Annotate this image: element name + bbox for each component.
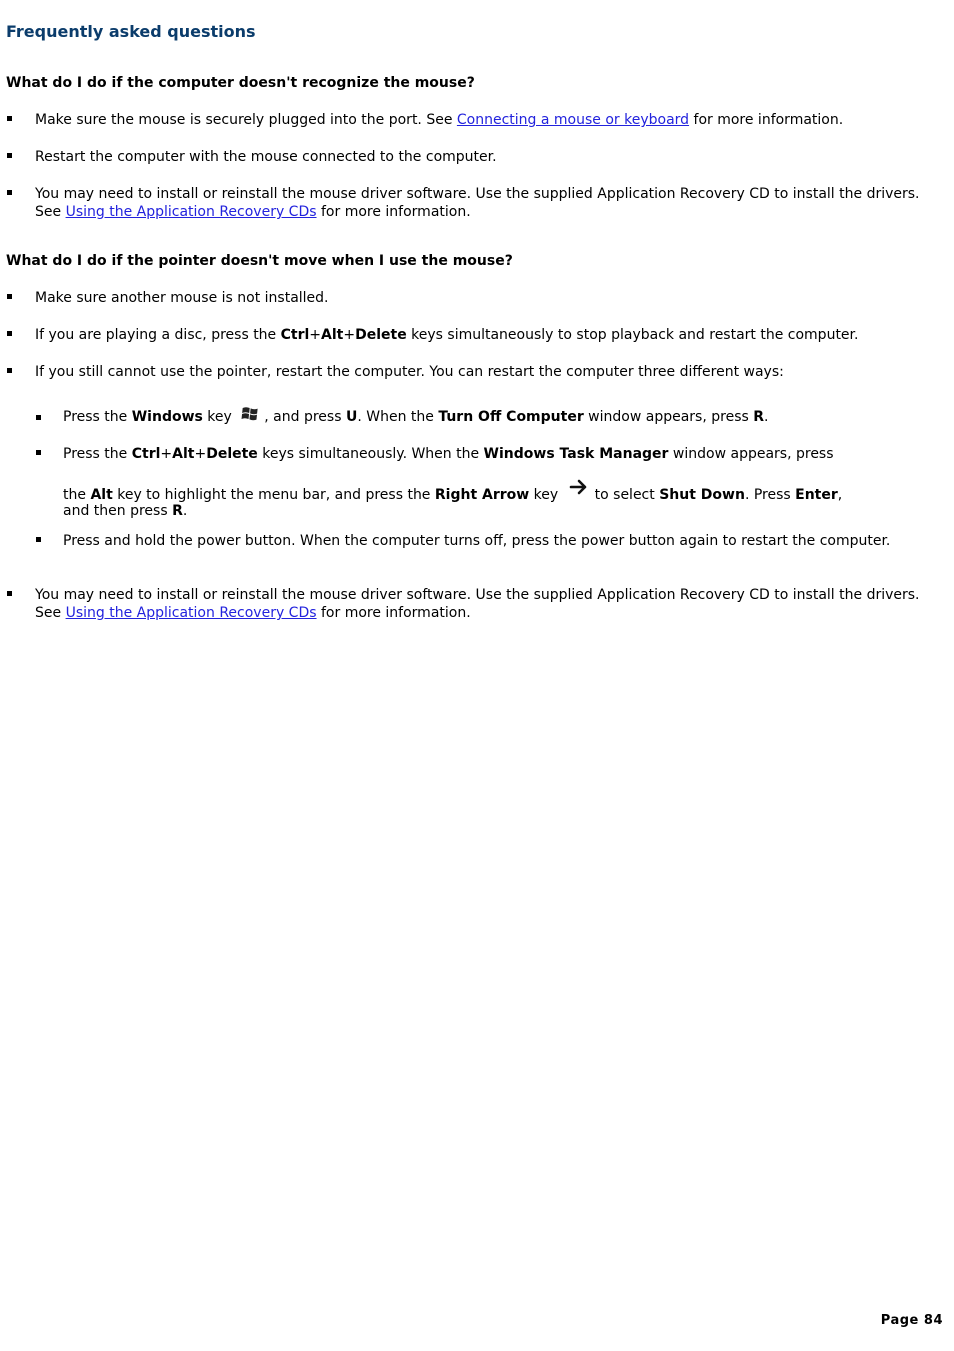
list-item: You may need to install or reinstall the mouse driver software. Use the supplied Application Recovery CD to install the drivers. See Using the Application Recovery CDs for more information.: [35, 185, 920, 221]
bullet-icon: [7, 190, 12, 195]
bullet-icon: [7, 294, 12, 299]
bullet-icon: [7, 331, 12, 336]
page-number: Page 84: [880, 1313, 943, 1328]
link-application-recovery-cds[interactable]: Using the Application Recovery CDs: [65, 204, 317, 220]
page-title: Frequently asked questions: [6, 22, 256, 41]
sub-list-item: Press the Windows key , and press U. When the Turn Off Computer window appears, press R.: [63, 404, 913, 432]
list-item: If you still cannot use the pointer, restart the computer. You can restart the computer three different ways:: [35, 363, 920, 381]
question-heading-pointer-not-move: What do I do if the pointer doesn't move when I use the mouse?: [6, 253, 513, 269]
sub-list-item: Press the Ctrl+Alt+Delete keys simultaneously. When the Windows Task Manager window appears, press the Alt key to highlight the menu bar, and press the Right Arrow key to select Shut Down. Press Enter, and then press R.: [63, 445, 913, 518]
right-arrow-icon: [569, 479, 589, 500]
sub-list-item: Press and hold the power button. When the computer turns off, press the power button again to restart the computer.: [63, 532, 913, 550]
bullet-icon: [36, 450, 41, 455]
bullet-icon: [7, 116, 12, 121]
question-heading-mouse-recognize: What do I do if the computer doesn't recognize the mouse?: [6, 75, 475, 91]
bullet-icon: [36, 537, 41, 542]
list-item: You may need to install or reinstall the mouse driver software. Use the supplied Application Recovery CD to install the drivers. See Using the Application Recovery CDs for more information.: [35, 586, 920, 622]
link-application-recovery-cds[interactable]: Using the Application Recovery CDs: [65, 605, 317, 621]
bullet-icon: [7, 591, 12, 596]
bullet-icon: [7, 368, 12, 373]
list-item: Make sure another mouse is not installed.: [35, 289, 920, 307]
list-item: Restart the computer with the mouse connected to the computer.: [35, 148, 920, 166]
link-connecting-mouse-keyboard[interactable]: Connecting a mouse or keyboard: [456, 112, 690, 128]
windows-logo-icon: [240, 405, 258, 432]
bullet-icon: [7, 153, 12, 158]
list-item: If you are playing a disc, press the Ctrl+Alt+Delete keys simultaneously to stop playback and restart the computer.: [35, 326, 920, 344]
list-item: Make sure the mouse is securely plugged into the port. See Connecting a mouse or keyboard for more information.: [35, 111, 920, 129]
bullet-icon: [36, 415, 41, 420]
